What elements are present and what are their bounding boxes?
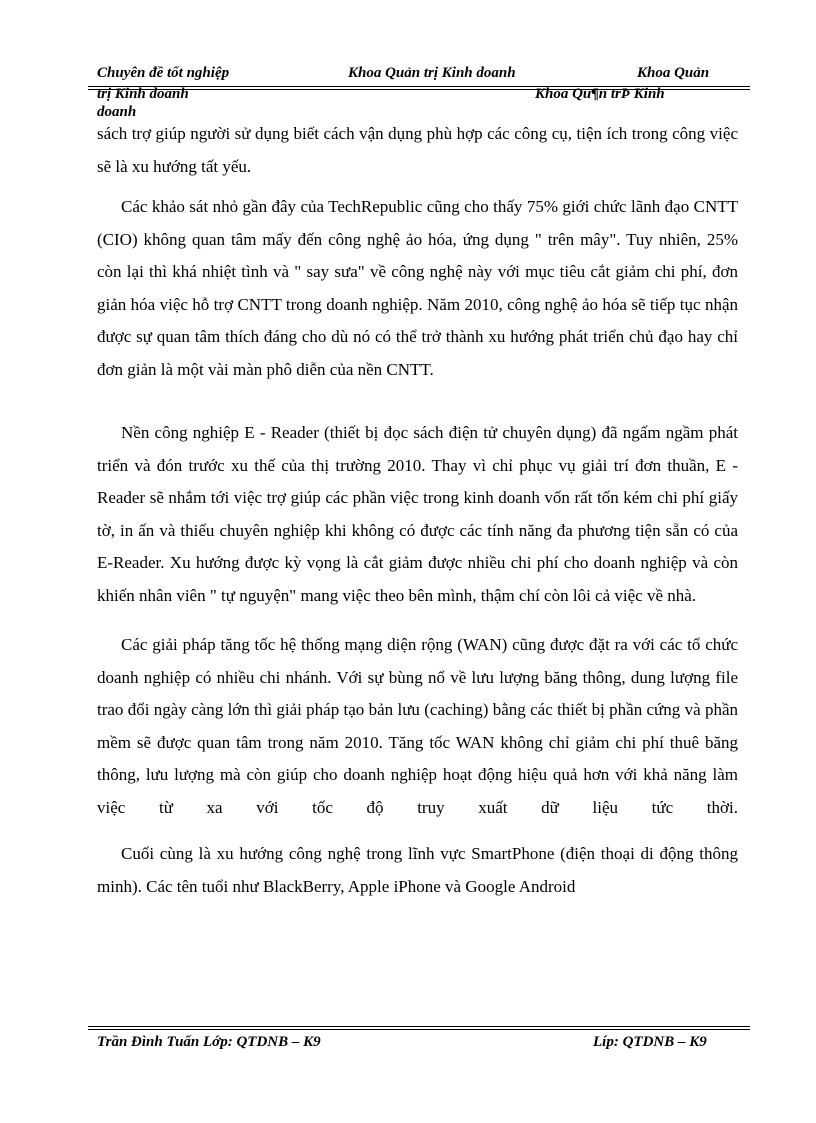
paragraph-techrepublic: Các khảo sát nhỏ gần đây của TechRepublic cũng cho thấy 75% giới chức lãnh đạo CNTT (CIO) không quan tâm mấy đến công nghệ ảo hóa, ứng dụng " trên mây". Tuy nhiên, 25% còn lại thì khá nhiệt tình và " say sưa" về công nghệ này với mục tiêu cắt giảm chi phí, đơn giản hóa việc hỗ trợ CNTT trong doanh nghiệp. Năm 2010, công nghệ ảo hóa sẽ tiếp tục nhận được sự quan tâm thích đáng cho dù nó có thể trở thành xu hướng phát triển chủ đạo hay chỉ đơn giản là một vài màn phô diễn của nền CNTT. — [97, 197, 738, 379]
paragraph-smartphone: Cuối cùng là xu hướng công nghệ trong lĩnh vực SmartPhone (điện thoại di động thông minh). Các tên tuổi như BlackBerry, Apple iPhone và Google Android — [97, 844, 738, 896]
paragraph-e-reader: Nền công nghiệp E - Reader (thiết bị đọc sách điện tử chuyên dụng) đã ngấm ngầm phát triển và đón trước xu thế của thị trường 2010. Thay vì chỉ phục vụ giải trí đơn thuần, E - Reader sẽ nhắm tới việc trợ giúp các phần việc trong kinh doanh vốn rất tốn kém chi phí giấy tờ, in ấn và thiếu chuyên nghiệp khi không có được các tính năng đa phương tiện sẵn có của E-Reader. Xu hướng được kỳ vọng là cắt giảm được nhiều chi phí cho doanh nghiệp và còn khiến nhân viên " tự nguyện" mang việc theo bên mình, thậm chí còn lôi cả việc về nhà. — [97, 423, 738, 605]
header-center: Khoa Quản trị Kinh doanh — [348, 65, 516, 81]
footer-left: Trần Đình Tuấn Lớp: QTDNB – K9 — [97, 1034, 321, 1050]
paragraph-wan: Các giải pháp tăng tốc hệ thống mạng diện rộng (WAN) cũng được đặt ra với các tổ chức doanh nghiệp có nhiều chi nhánh. Với sự bùng nổ về lưu lượng băng thông, dung lượng file trao đổi ngày càng lớn thì giải pháp tạo bản lưu (caching) bằng các thiết bị phần cứng và phần mềm sẽ được quan tâm trong năm 2010. Tăng tốc WAN không chỉ giảm chi phí thuê băng thông, lưu lượng mà còn giúp cho doanh nghiệp hoạt động hiệu quả hơn với khả năng làm việc từ xa với tốc độ truy xuất dữ liệu tức thời. — [97, 635, 738, 817]
header-line2-left: trị Kinh doanh — [97, 86, 189, 102]
document-body — [97, 118, 738, 903]
footer-rule — [88, 1026, 750, 1027]
header-line3-left: doanh — [97, 104, 137, 120]
header-line2-right: Khoa Qu¶n trÞ Kinh — [535, 86, 665, 102]
paragraph-continued: sách trợ giúp người sử dụng biết cách vận dụng phù hợp các công cụ, tiện ích trong công việc sẽ là xu hướng tất yếu. — [97, 124, 738, 176]
header-right: Khoa Quản — [637, 65, 710, 81]
footer-rule-second — [88, 1029, 750, 1030]
footer-right: Líp: QTDNB – K9 — [593, 1034, 707, 1050]
header-left: Chuyên đề tốt nghiệp — [97, 65, 230, 81]
